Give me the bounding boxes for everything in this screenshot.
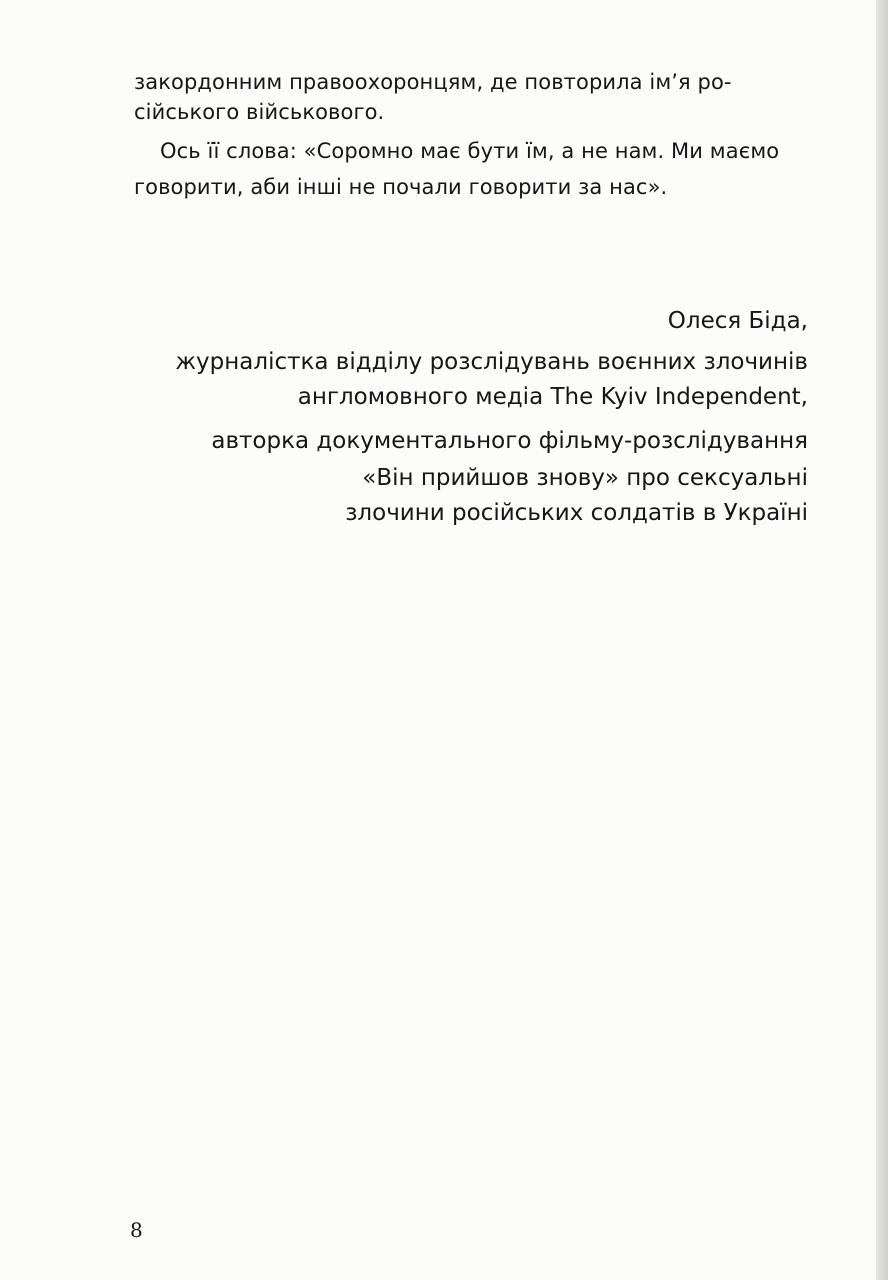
author-role-line: злочини російських солдатів в Україні: [345, 500, 808, 526]
author-role-line: журналістка відділу розслідувань воєнних злочинів: [175, 349, 808, 375]
quote-text-line: Ось її слова: «Соромно має бути їм, а не нам. Ми маємо: [160, 139, 780, 163]
body-text-line: сійського військового.: [134, 100, 385, 124]
author-name: Олеся Біда,: [667, 308, 808, 334]
body-text-line: закордонним правоохоронцям, де повторила ім’я ро-: [134, 70, 732, 94]
author-role-line: англомовного медіа The Kyiv Independent,: [297, 384, 808, 410]
page-edge: [876, 0, 888, 1280]
quote-text-line: говорити, аби інші не почали говорити за нас».: [134, 175, 668, 199]
page-number: 8: [130, 1218, 143, 1242]
author-role-line: авторка документального фільму-розслідування: [211, 428, 808, 454]
author-role-line: «Він прийшов знову» про сексуальні: [362, 465, 808, 491]
